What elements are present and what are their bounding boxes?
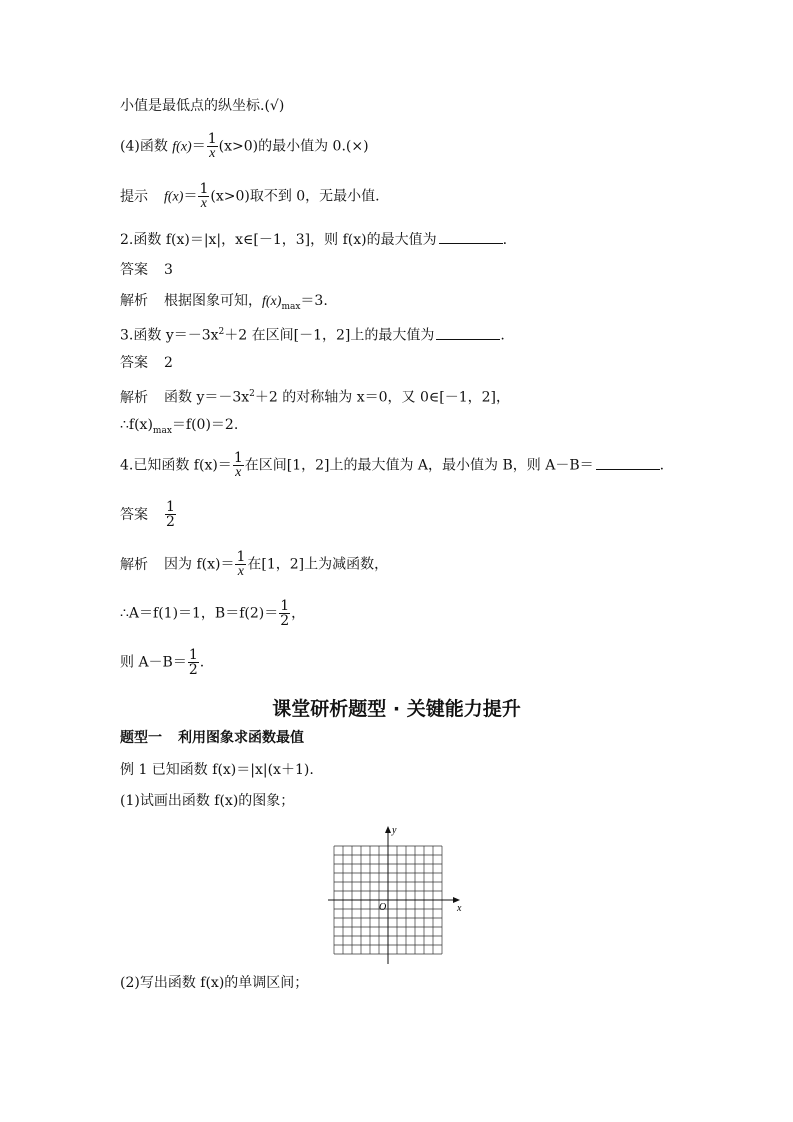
example-1: 例 1 已知函数 f(x)＝|x|(x＋1). — [120, 762, 314, 778]
fraction-1-over-x: $\frac{1}{x}$ — [233, 450, 243, 480]
x-axis-label: x — [457, 903, 462, 914]
statement-4: (4)函数 f(x)＝ $\frac{1}{x}$ (x>0)的最小值为 0.(×) — [120, 131, 369, 161]
solution-4: 解析 因为 f(x)＝ $\frac{1}{x}$ 在[1，2]上为减函数， — [120, 549, 389, 579]
solution-4-values: ∴A＝f(1)＝1，B＝f(2)＝ $\frac{1}{2}$ ， — [120, 598, 306, 629]
question-3: 3.函数 $y=-3x^2+2$ 在区间[－1，2]上的最大值为 . — [120, 323, 505, 345]
fraction-1-over-x: $\frac{1}{x}$ — [199, 181, 209, 211]
solution-3: 解析 函数 $y=-3x^2+2$ 的对称轴为 x＝0，又 0∈[－1，2]， — [120, 389, 510, 406]
part-2: (2)写出函数 f(x)的单调区间； — [120, 975, 309, 991]
statement-3-tail: 小值是最低点的纵坐标.(√) — [120, 98, 285, 114]
part-1: (1)试画出函数 f(x)的图象； — [120, 793, 295, 809]
coordinate-grid — [326, 822, 466, 966]
hint-line: 提示 f(x)＝ $\frac{1}{x}$ (x>0)取不到 0，无最小值. — [120, 181, 380, 211]
fraction-one-half: $\frac{1}{2}$ — [280, 598, 290, 629]
answer-3: 答案 2 — [120, 355, 173, 371]
section-heading: 课堂研析题型 · 关键能力提升 — [272, 698, 521, 720]
question-4: 4.已知函数 f(x)＝ $\frac{1}{x}$ 在区间[1，2]上的最大值为 A，最小值为 B，则 A－B＝ . — [120, 450, 665, 480]
answer-blank — [436, 325, 500, 340]
type-1-title: 题型一 利用图象求函数最值 — [120, 730, 304, 746]
solution-3-conclusion: $\therefore f(x)_{max}=f(0)=2$. — [120, 417, 239, 436]
origin-label: O — [379, 902, 387, 913]
answer-4: 答案 $\frac{1}{2}$ — [120, 499, 175, 530]
question-2: 2.函数 f(x)＝|x|，x∈[－1，3]，则 f(x)的最大值为 . — [120, 229, 507, 249]
fraction-one-half: $\frac{1}{2}$ — [166, 499, 175, 530]
y-axis-label: y — [392, 825, 397, 836]
y-axis-arrow-icon — [385, 826, 391, 833]
solution-2: 解析 根据图象可知，$f(x)_{max}=3$. — [120, 293, 328, 312]
fraction-one-half: $\frac{1}{2}$ — [188, 647, 198, 678]
answer-blank — [596, 455, 660, 470]
answer-2: 答案 3 — [120, 262, 173, 278]
solution-4-result: 则 A－B＝ $\frac{1}{2}$ . — [120, 647, 205, 678]
answer-blank — [439, 229, 503, 244]
fraction-1-over-x: $\frac{1}{x}$ — [207, 131, 217, 161]
fraction-1-over-x: $\frac{1}{x}$ — [236, 549, 246, 579]
